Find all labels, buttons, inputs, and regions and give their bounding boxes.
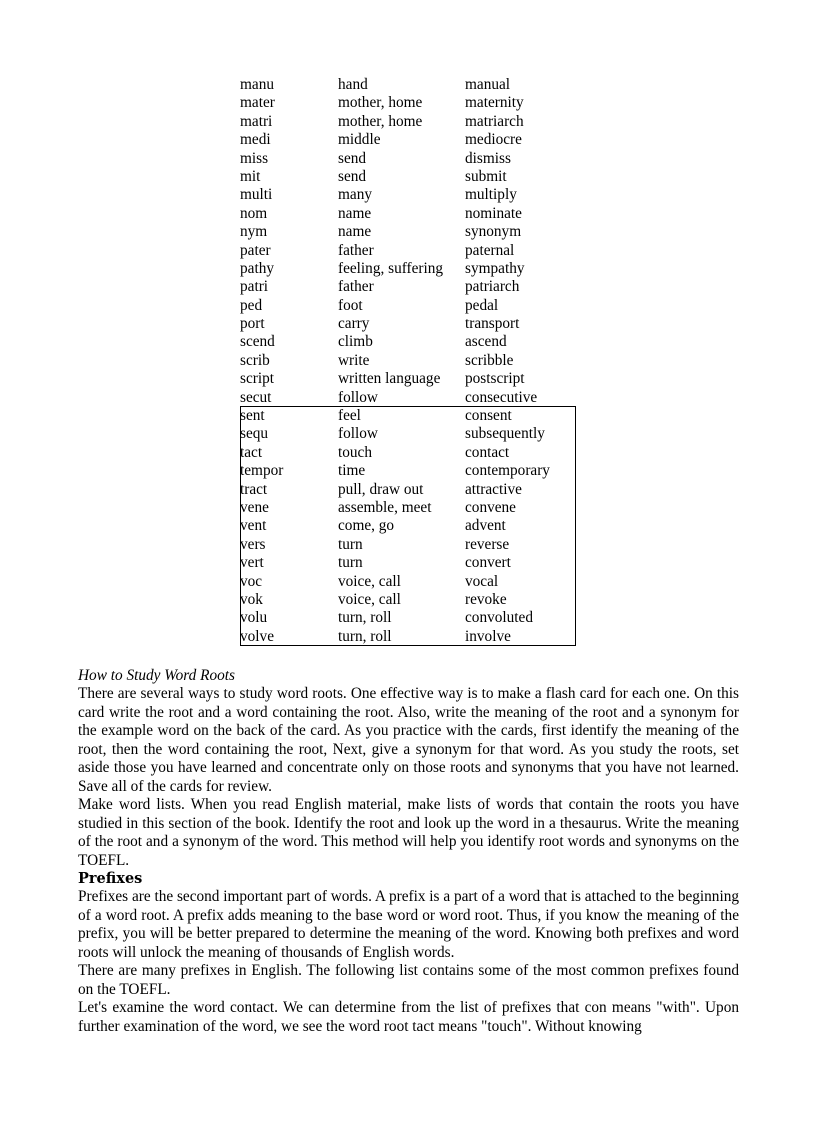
root-cell: vert (240, 554, 264, 572)
table-row (240, 260, 575, 278)
root-cell: vent (240, 517, 267, 535)
table-row (240, 628, 575, 646)
meaning-cell: write (338, 351, 370, 369)
meaning-cell: follow (338, 425, 378, 443)
table-row (240, 297, 575, 315)
table-row (240, 370, 575, 388)
example-cell: reverse (465, 535, 510, 553)
table-row (240, 352, 575, 370)
example-cell: nominate (465, 204, 522, 222)
meaning-cell: turn (338, 535, 363, 553)
example-cell: patriarch (465, 278, 520, 296)
meaning-cell: feeling, suffering (338, 259, 444, 277)
table-row (240, 168, 575, 186)
example-cell: consecutive (465, 388, 538, 406)
example-cell: convoluted (465, 609, 533, 627)
root-cell: vok (240, 590, 263, 608)
meaning-cell: mother, home (338, 112, 423, 130)
example-cell: submit (465, 167, 507, 185)
example-cell: subsequently (465, 425, 545, 443)
table-row (240, 389, 575, 407)
meaning-cell: send (338, 167, 367, 185)
root-cell: script (240, 370, 274, 388)
table-row (240, 554, 575, 572)
example-cell: transport (465, 315, 520, 333)
example-cell: multiply (465, 186, 517, 204)
example-cell: revoke (465, 590, 507, 608)
example-cell: matriarch (465, 112, 524, 130)
table-row (240, 223, 575, 241)
example-cell: pedal (465, 296, 499, 314)
root-cell: matri (240, 112, 273, 130)
example-cell: contact (465, 443, 510, 461)
root-cell: vers (240, 535, 266, 553)
root-cell: multi (240, 186, 273, 204)
root-cell: scrib (240, 351, 270, 369)
table-row (240, 444, 575, 462)
table-row (240, 333, 575, 351)
example-cell: advent (465, 517, 506, 535)
root-cell: ped (240, 296, 263, 314)
example-cell: involve (465, 627, 511, 645)
table-row (240, 609, 575, 627)
meaning-cell: carry (338, 315, 370, 333)
table-row (240, 462, 575, 480)
meaning-cell: voice, call (338, 572, 401, 590)
table-row (240, 76, 575, 94)
example-cell: attractive (465, 480, 522, 498)
table-row (240, 94, 575, 112)
meaning-cell: turn, roll (338, 627, 392, 645)
meaning-cell: written language (338, 370, 441, 388)
study-paragraph: Make word lists. When you read English material, make lists of words that contain the roots you have studied in this section of the book. Identify the root and look up the word in a thesaurus. Write the meaning of the root and a synonym of the word. This method will help you identify root words and synonyms on the TOEFL. (78, 796, 739, 869)
table-row (240, 278, 575, 296)
table-row (240, 499, 575, 517)
example-cell: mediocre (465, 131, 522, 149)
meaning-cell: name (338, 223, 372, 241)
root-cell: tact (240, 443, 263, 461)
example-cell: vocal (465, 572, 499, 590)
meaning-cell: father (338, 278, 374, 296)
meaning-cell: time (338, 462, 366, 480)
example-cell: sympathy (465, 259, 525, 277)
table-row (240, 113, 575, 131)
example-cell: dismiss (465, 149, 511, 167)
example-cell: contemporary (465, 462, 550, 480)
study-paragraph: There are several ways to study word roots. One effective way is to make a flash card for each one. On this card write the root and a word containing the root. Also, write the meaning of the root and a synonym for the example word on the back of the card. As you practice with the cards, first identify the meaning of the root, then the word containing the root, Next, give a synonym for that word. As you study the roots, set aside those you have learned and concentrate only on those roots and synonyms that you have not learned. Save all of the cards for review. (78, 685, 739, 795)
meaning-cell: many (338, 186, 372, 204)
root-cell: miss (240, 149, 269, 167)
meaning-cell: mother, home (338, 94, 423, 112)
meaning-cell: pull, draw out (338, 480, 424, 498)
meaning-cell: foot (338, 296, 363, 314)
root-cell: medi (240, 131, 271, 149)
meaning-cell: send (338, 149, 367, 167)
root-cell: port (240, 315, 265, 333)
meaning-cell: voice, call (338, 590, 401, 608)
table-row (240, 131, 575, 149)
example-cell: convene (465, 498, 516, 516)
meaning-cell: middle (338, 131, 381, 149)
example-cell: postscript (465, 370, 525, 388)
table-row (240, 591, 575, 609)
meaning-cell: come, go (338, 517, 395, 535)
article-body (78, 667, 739, 1036)
table-row (240, 573, 575, 591)
word-roots-table (240, 76, 575, 646)
table-row (240, 536, 575, 554)
root-cell: nym (240, 223, 268, 241)
study-section-title: How to Study Word Roots (78, 667, 235, 684)
table-row (240, 481, 575, 499)
root-cell: secut (240, 388, 272, 406)
meaning-cell: climb (338, 333, 373, 351)
example-cell: synonym (465, 223, 522, 241)
table-row (240, 407, 575, 425)
root-cell: patri (240, 278, 269, 296)
root-cell: nom (240, 204, 268, 222)
root-cell: scend (240, 333, 275, 351)
prefixes-paragraph: Prefixes are the second important part of words. A prefix is a part of a word that is attached to the beginning of a word root. A prefix adds meaning to the base word or word root. Thus, if you know the meaning of the prefix, you will be better prepared to determine the meaning of the word. Knowing both prefixes and word roots will unlock the meaning of thousands of English words. (78, 888, 739, 961)
meaning-cell: name (338, 204, 372, 222)
table-row (240, 517, 575, 535)
root-cell: tempor (240, 462, 284, 480)
table-row (240, 242, 575, 260)
table-row (240, 315, 575, 333)
meaning-cell: turn, roll (338, 609, 392, 627)
example-cell: scribble (465, 351, 514, 369)
example-cell: paternal (465, 241, 515, 259)
example-cell: convert (465, 554, 511, 572)
root-cell: voc (240, 572, 263, 590)
prefixes-paragraph: There are many prefixes in English. The following list contains some of the most common prefixes found on the TOEFL. (78, 962, 739, 998)
root-cell: mit (240, 167, 261, 185)
table-row (240, 150, 575, 168)
meaning-cell: follow (338, 388, 378, 406)
root-cell: pathy (240, 259, 274, 277)
root-cell: mater (240, 94, 275, 112)
meaning-cell: feel (338, 407, 361, 425)
root-cell: volve (240, 627, 274, 645)
meaning-cell: turn (338, 554, 363, 572)
prefixes-paragraph: Let's examine the word contact. We can determine from the list of prefixes that con means "with". Upon further examination of the word, we see the word root tact means "touch". Without knowing (78, 999, 739, 1035)
meaning-cell: hand (338, 76, 368, 93)
root-cell: tract (240, 480, 268, 498)
root-cell: sent (240, 407, 265, 425)
root-cell: pater (240, 241, 271, 259)
meaning-cell: assemble, meet (338, 498, 432, 516)
root-cell: volu (240, 609, 268, 627)
root-cell: sequ (240, 425, 269, 443)
root-cell: manu (240, 76, 274, 93)
example-cell: manual (465, 76, 511, 93)
meaning-cell: father (338, 241, 374, 259)
meaning-cell: touch (338, 443, 372, 461)
table-row (240, 186, 575, 204)
example-cell: ascend (465, 333, 507, 351)
prefixes-heading: Prefixes (78, 869, 143, 887)
table-row (240, 205, 575, 223)
example-cell: consent (465, 407, 512, 425)
example-cell: maternity (465, 94, 524, 112)
table-row (240, 425, 575, 443)
root-cell: vene (240, 498, 269, 516)
